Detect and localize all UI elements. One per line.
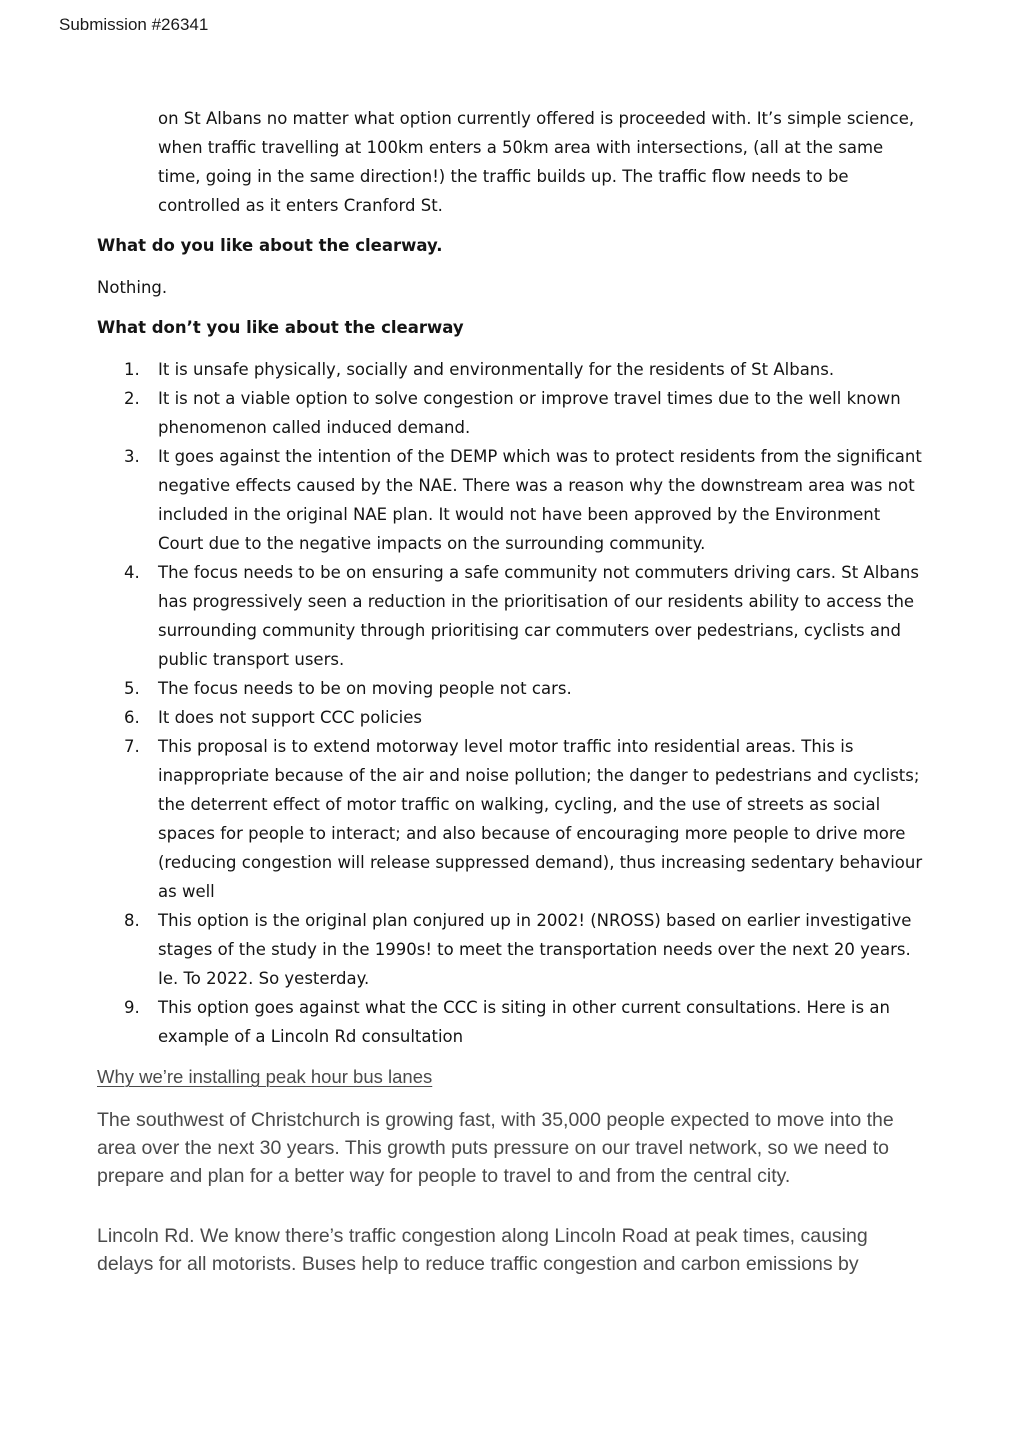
list-number: 4. xyxy=(124,563,140,582)
submission-number: Submission #26341 xyxy=(59,15,209,34)
list-text: It is not a viable option to solve congestion or improve travel times due to the well known phenomenon called induced demand. xyxy=(158,389,901,437)
list-text: It does not support CCC policies xyxy=(158,708,422,727)
list-number: 9. xyxy=(124,998,140,1017)
question-dislike: What don’t you like about the clearway xyxy=(97,318,464,337)
list-number: 6. xyxy=(124,708,140,727)
list-number: 7. xyxy=(124,737,140,756)
list-text: It is unsafe physically, socially and environmentally for the residents of St Albans. xyxy=(158,360,835,379)
document-body xyxy=(97,104,927,1278)
quoted-heading: Why we’re installing peak hour bus lanes xyxy=(97,1066,433,1087)
list-text: The focus needs to be on ensuring a safe community not commuters driving cars. St Albans has progressively seen a reduction in the prioritisation of our residents ability to access the surrounding community through prioritising car commuters over pedestrians, cyclists and public transport users. xyxy=(158,563,919,669)
answer-like: Nothing. xyxy=(97,278,168,297)
list-item xyxy=(97,993,927,1051)
list-item xyxy=(97,906,927,993)
quoted-paragraph: The southwest of Christchurch is growing fast, with 35,000 people expected to move into the area over the next 30 years. This growth puts pressure on our travel network, so we need to prepare and plan for a better way for people to travel to and from the central city. xyxy=(97,1109,894,1187)
list-item xyxy=(97,703,927,732)
continuation-paragraph: on St Albans no matter what option currently offered is proceeded with. It’s simple science, when traffic travelling at 100km enters a 50km area with intersections, (all at the same time, going in the same direction!) the traffic builds up. The traffic flow needs to be controlled as it enters Cranford St. xyxy=(158,109,915,215)
list-item xyxy=(97,674,927,703)
list-item xyxy=(97,558,927,674)
quoted-paragraph: Lincoln Rd. We know there’s traffic congestion along Lincoln Road at peak times, causing delays for all motorists. Buses help to reduce traffic congestion and carbon emissions by xyxy=(97,1225,868,1275)
list-text: This option is the original plan conjured up in 2002! (NROSS) based on earlier investigative stages of the study in the 1990s! to meet the transportation needs over the next 20 years. Ie. To 2022. So yesterday. xyxy=(158,911,912,988)
question-like: What do you like about the clearway. xyxy=(97,236,443,255)
list-number: 5. xyxy=(124,679,140,698)
list-item xyxy=(97,442,927,558)
list-text: This proposal is to extend motorway level motor traffic into residential areas. This is inappropriate because of the air and noise pollution; the danger to pedestrians and cyclists; the deterrent effect of motor traffic on walking, cycling, and the use of streets as social spaces for people to interact; and also because of encouraging more people to drive more (reducing congestion will release suppressed demand), thus increasing sedentary behaviour as well xyxy=(158,737,923,901)
list-item xyxy=(97,732,927,906)
list-number: 1. xyxy=(124,360,140,379)
list-item xyxy=(97,384,927,442)
list-text: This option goes against what the CCC is siting in other current consultations. Here is an example of a Lincoln Rd consultation xyxy=(158,998,890,1046)
list-number: 3. xyxy=(124,447,140,466)
dislike-list xyxy=(97,355,927,1051)
list-item xyxy=(97,355,927,384)
list-number: 2. xyxy=(124,389,140,408)
list-text: The focus needs to be on moving people not cars. xyxy=(158,679,572,698)
list-number: 8. xyxy=(124,911,140,930)
list-text: It goes against the intention of the DEMP which was to protect residents from the significant negative effects caused by the NAE. There was a reason why the downstream area was not included in the original NAE plan. It would not have been approved by the Environment Court due to the negative impacts on the surrounding community. xyxy=(158,447,922,553)
